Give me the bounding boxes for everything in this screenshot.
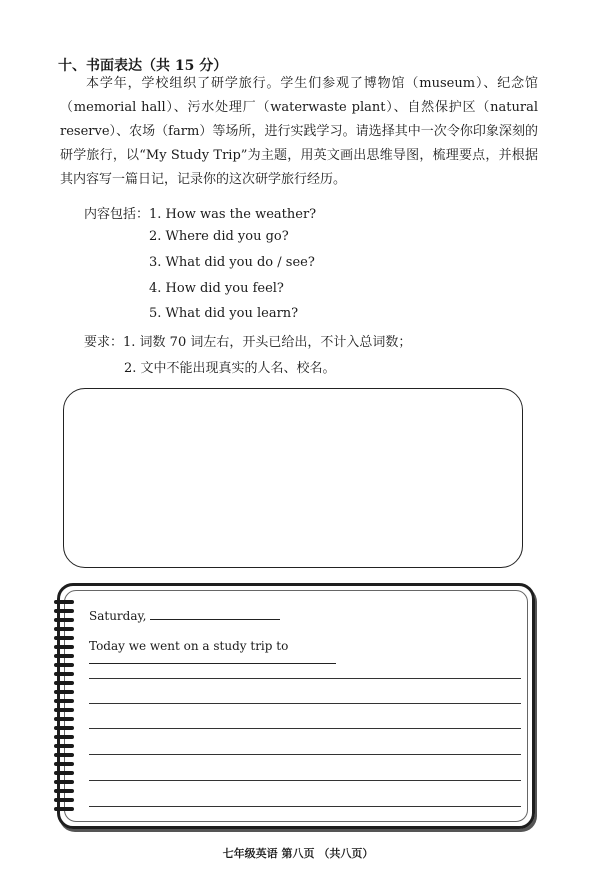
binding-ring-icon <box>54 636 74 640</box>
diary-date-prefix: Saturday, <box>89 609 147 623</box>
diary-opening-line <box>89 639 532 667</box>
writing-line[interactable] <box>89 678 521 679</box>
binding-ring-icon <box>54 780 74 784</box>
binding-ring-icon <box>54 663 74 667</box>
diary-notebook <box>57 583 535 829</box>
binding-ring-icon <box>54 699 74 703</box>
content-item-1: 1. How was the weather? <box>149 207 317 222</box>
requirement-1: 1. 词数 70 词左右，开头已给出，不计入总词数； <box>123 335 412 350</box>
writing-line[interactable] <box>89 780 521 781</box>
date-blank-field[interactable] <box>150 619 280 620</box>
binding-ring-icon <box>54 717 74 721</box>
requirement-2: 2. 文中不能出现真实的人名、校名。 <box>124 361 336 376</box>
binding-ring-icon <box>54 735 74 739</box>
writing-line[interactable] <box>89 806 521 807</box>
notebook-page <box>64 590 528 822</box>
binding-ring-icon <box>54 798 74 802</box>
mind-map-drawing-area[interactable] <box>63 388 523 568</box>
binding-ring-icon <box>54 600 74 604</box>
binding-ring-icon <box>54 762 74 766</box>
content-item-4: 4. How did you feel? <box>149 281 284 296</box>
content-item-2: 2. Where did you go? <box>149 229 289 244</box>
binding-ring-icon <box>54 708 74 712</box>
binding-ring-icon <box>54 672 74 676</box>
destination-blank-field[interactable] <box>89 663 336 664</box>
writing-line[interactable] <box>89 703 521 704</box>
page-footer: 七年级英语 第八页 （共八页） <box>222 847 374 860</box>
binding-ring-icon <box>54 771 74 775</box>
binding-ring-icon <box>54 726 74 730</box>
content-label-text: 内容包括： <box>84 207 150 222</box>
binding-ring-icon <box>54 627 74 631</box>
task-intro: 本学年，学校组织了研学旅行。学生们参观了博物馆（museum）、纪念馆（memorial hall）、污水处理厂（waterwaste plant）、自然保护区（natural reserve）、农场（farm）等场所，进行实践学习。请选择其中一次令你印象深刻的研学旅行，以“My Study Trip”为主题，用英文画出思维导图，梳理要点，并根据其内容写一篇日记，记录你的这次研学旅行经历。 <box>60 76 538 187</box>
binding-ring-icon <box>54 645 74 649</box>
binding-ring-icon <box>54 744 74 748</box>
binding-ring-icon <box>54 807 74 811</box>
writing-line[interactable] <box>89 728 521 729</box>
content-item-3: 3. What did you do / see? <box>149 255 315 270</box>
spiral-binding-icon <box>54 600 76 812</box>
binding-ring-icon <box>54 618 74 622</box>
writing-line[interactable] <box>89 754 521 755</box>
requirements-row <box>84 331 411 350</box>
requirements-label: 要求： <box>84 335 124 350</box>
section-title: 十、书面表达（共 15 分） <box>58 58 228 74</box>
binding-ring-icon <box>54 681 74 685</box>
diary-date-line <box>89 609 280 623</box>
binding-ring-icon <box>54 690 74 694</box>
binding-ring-icon <box>54 654 74 658</box>
content-item-5: 5. What did you learn? <box>149 306 299 321</box>
binding-ring-icon <box>54 753 74 757</box>
binding-ring-icon <box>54 609 74 613</box>
diary-opening-text: Today we went on a study trip to <box>89 639 289 653</box>
content-label <box>84 203 316 222</box>
binding-ring-icon <box>54 789 74 793</box>
